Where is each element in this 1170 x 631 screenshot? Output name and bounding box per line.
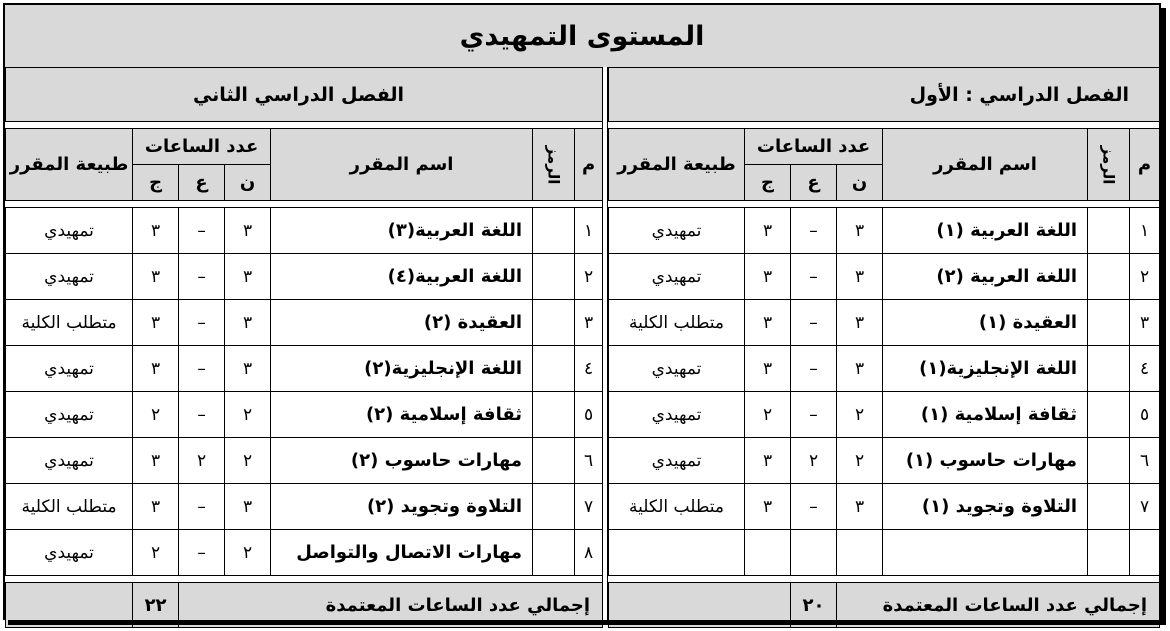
hours-a: –: [791, 392, 837, 438]
hours-j: ٣: [745, 300, 791, 346]
course-code: [1088, 346, 1130, 392]
course-nature: تمهيدي: [609, 346, 745, 392]
row-number: [1130, 530, 1160, 576]
hours-n: ٣: [837, 208, 883, 254]
hours-j: ٣: [745, 346, 791, 392]
hours-n: ٣: [837, 484, 883, 530]
course-name: التلاوة وتجويد (١): [883, 484, 1088, 530]
row-number: ٤: [1130, 346, 1160, 392]
course-name: اللغة العربية (١): [883, 208, 1088, 254]
hours-n: ٣: [837, 346, 883, 392]
course-code: [533, 300, 575, 346]
row-number: ٥: [575, 392, 603, 438]
hours-j: ٢: [133, 392, 179, 438]
col-header-a: ع: [791, 165, 837, 201]
hours-a: –: [179, 392, 225, 438]
total-hours-value: ٢٢: [133, 583, 179, 628]
course-row: [6, 208, 603, 254]
course-name: التلاوة وتجويد (٢): [271, 484, 533, 530]
col-header-nature: طبيعة المقرر: [6, 129, 133, 201]
hours-a: –: [179, 346, 225, 392]
hours-a: –: [791, 346, 837, 392]
hours-j: ٣: [745, 484, 791, 530]
row-number: ١: [575, 208, 603, 254]
row-number: ٢: [1130, 254, 1160, 300]
hours-n: ٣: [225, 346, 271, 392]
course-name: العقيدة (١): [883, 300, 1088, 346]
course-row: [6, 530, 603, 576]
course-row: [609, 438, 1160, 484]
course-code: [1088, 254, 1130, 300]
course-row: [609, 208, 1160, 254]
hours-j: ٣: [745, 254, 791, 300]
col-header-course-name: اسم المقرر: [271, 129, 533, 201]
course-name: العقيدة (٢): [271, 300, 533, 346]
course-code: [533, 438, 575, 484]
course-row: [609, 346, 1160, 392]
hours-a: ٢: [791, 438, 837, 484]
row-number: ٢: [575, 254, 603, 300]
col-header-code: الرمز: [1088, 129, 1130, 201]
course-name: مهارات الاتصال والتواصل: [271, 530, 533, 576]
course-nature: تمهيدي: [609, 392, 745, 438]
course-nature: تمهيدي: [6, 392, 133, 438]
hours-n: ٣: [225, 300, 271, 346]
semester-1-table: [608, 67, 1160, 628]
total-hours-label: إجمالي عدد الساعات المعتمدة: [837, 583, 1160, 628]
hours-n: ٢: [225, 438, 271, 484]
hours-n: ٣: [837, 300, 883, 346]
course-nature: متطلب الكلية: [6, 300, 133, 346]
course-code: [533, 346, 575, 392]
row-number: ٥: [1130, 392, 1160, 438]
hours-a: –: [791, 300, 837, 346]
hours-a: –: [179, 300, 225, 346]
hours-n: ٢: [225, 392, 271, 438]
course-code: [1088, 438, 1130, 484]
semester-2-table: [5, 67, 603, 628]
course-name: اللغة الإنجليزية(٢): [271, 346, 533, 392]
col-header-code: الرمز: [533, 129, 575, 201]
hours-n: ٢: [837, 438, 883, 484]
course-nature: تمهيدي: [609, 208, 745, 254]
course-name: اللغة الإنجليزية(١): [883, 346, 1088, 392]
course-row: [609, 254, 1160, 300]
study-plan-frame: [3, 3, 1161, 620]
hours-n: ٣: [225, 484, 271, 530]
course-code: [1088, 484, 1130, 530]
course-code: [1088, 530, 1130, 576]
course-name: اللغة العربية(٤): [271, 254, 533, 300]
col-header-nature: طبيعة المقرر: [609, 129, 745, 201]
course-name: اللغة العربية (٢): [883, 254, 1088, 300]
course-code: [533, 392, 575, 438]
hours-j: ٣: [133, 254, 179, 300]
row-number: ٣: [1130, 300, 1160, 346]
course-code: [533, 530, 575, 576]
semester-2-panel: [5, 67, 602, 620]
hours-n: ٢: [837, 392, 883, 438]
page-title: المستوى التمهيدي: [5, 5, 1159, 69]
hours-n: ٣: [837, 254, 883, 300]
col-header-n: ن: [837, 165, 883, 201]
course-row: [6, 346, 603, 392]
col-header-course-name: اسم المقرر: [883, 129, 1088, 201]
course-code: [533, 254, 575, 300]
hours-n: [837, 530, 883, 576]
row-number: ٨: [575, 530, 603, 576]
semester-heading: الفصل الدراسي : الأول: [609, 68, 1160, 122]
course-row: [609, 484, 1160, 530]
course-nature: متطلب الكلية: [609, 484, 745, 530]
frame-shadow-right: [1161, 8, 1166, 625]
course-nature: [609, 530, 745, 576]
course-code: [1088, 300, 1130, 346]
course-nature: تمهيدي: [609, 438, 745, 484]
hours-a: –: [179, 254, 225, 300]
hours-j: ٣: [133, 208, 179, 254]
semester-1-panel: [608, 67, 1159, 620]
hours-a: –: [179, 530, 225, 576]
course-nature: تمهيدي: [609, 254, 745, 300]
course-nature: تمهيدي: [6, 254, 133, 300]
hours-n: ٢: [225, 530, 271, 576]
hours-j: ٢: [133, 530, 179, 576]
course-row: [609, 530, 1160, 576]
hours-j: ٣: [745, 438, 791, 484]
course-code: [533, 208, 575, 254]
hours-j: [745, 530, 791, 576]
course-nature: تمهيدي: [6, 438, 133, 484]
course-row: [6, 392, 603, 438]
col-header-j: ج: [745, 165, 791, 201]
hours-a: –: [179, 484, 225, 530]
col-header-hours: عدد الساعات: [133, 129, 271, 165]
course-code: [1088, 392, 1130, 438]
course-nature: متطلب الكلية: [6, 484, 133, 530]
total-hours-label: إجمالي عدد الساعات المعتمدة: [179, 583, 603, 628]
hours-a: –: [791, 208, 837, 254]
course-row: [609, 392, 1160, 438]
course-nature: متطلب الكلية: [609, 300, 745, 346]
hours-j: ٣: [133, 438, 179, 484]
course-name: ثقافة إسلامية (٢): [271, 392, 533, 438]
hours-j: ٣: [133, 346, 179, 392]
course-name: اللغة العربية(٣): [271, 208, 533, 254]
frame-shadow-bottom: [8, 620, 1166, 625]
col-header-m: م: [1130, 129, 1160, 201]
course-row: [6, 438, 603, 484]
course-nature: تمهيدي: [6, 208, 133, 254]
course-name: مهارات حاسوب (١): [883, 438, 1088, 484]
course-row: [6, 300, 603, 346]
course-row: [6, 484, 603, 530]
hours-a: –: [179, 208, 225, 254]
hours-j: ٣: [133, 300, 179, 346]
course-row: [609, 300, 1160, 346]
hours-a: –: [791, 254, 837, 300]
hours-n: ٣: [225, 208, 271, 254]
row-number: ٤: [575, 346, 603, 392]
hours-j: ٣: [133, 484, 179, 530]
row-number: ٧: [1130, 484, 1160, 530]
col-header-n: ن: [225, 165, 271, 201]
semester-heading: الفصل الدراسي الثاني: [6, 68, 603, 122]
col-header-m: م: [575, 129, 603, 201]
row-number: ٣: [575, 300, 603, 346]
row-number: ٦: [575, 438, 603, 484]
hours-a: [791, 530, 837, 576]
course-row: [6, 254, 603, 300]
course-name: [883, 530, 1088, 576]
hours-a: ٢: [179, 438, 225, 484]
col-header-a: ع: [179, 165, 225, 201]
col-header-j: ج: [133, 165, 179, 201]
course-nature: تمهيدي: [6, 530, 133, 576]
course-nature: تمهيدي: [6, 346, 133, 392]
row-number: ٧: [575, 484, 603, 530]
course-code: [1088, 208, 1130, 254]
hours-j: ٢: [745, 392, 791, 438]
row-number: ٦: [1130, 438, 1160, 484]
course-name: ثقافة إسلامية (١): [883, 392, 1088, 438]
col-header-hours: عدد الساعات: [745, 129, 883, 165]
hours-n: ٣: [225, 254, 271, 300]
row-number: ١: [1130, 208, 1160, 254]
course-name: مهارات حاسوب (٢): [271, 438, 533, 484]
hours-a: –: [791, 484, 837, 530]
hours-j: ٣: [745, 208, 791, 254]
course-code: [533, 484, 575, 530]
total-hours-value: ٢٠: [791, 583, 837, 628]
